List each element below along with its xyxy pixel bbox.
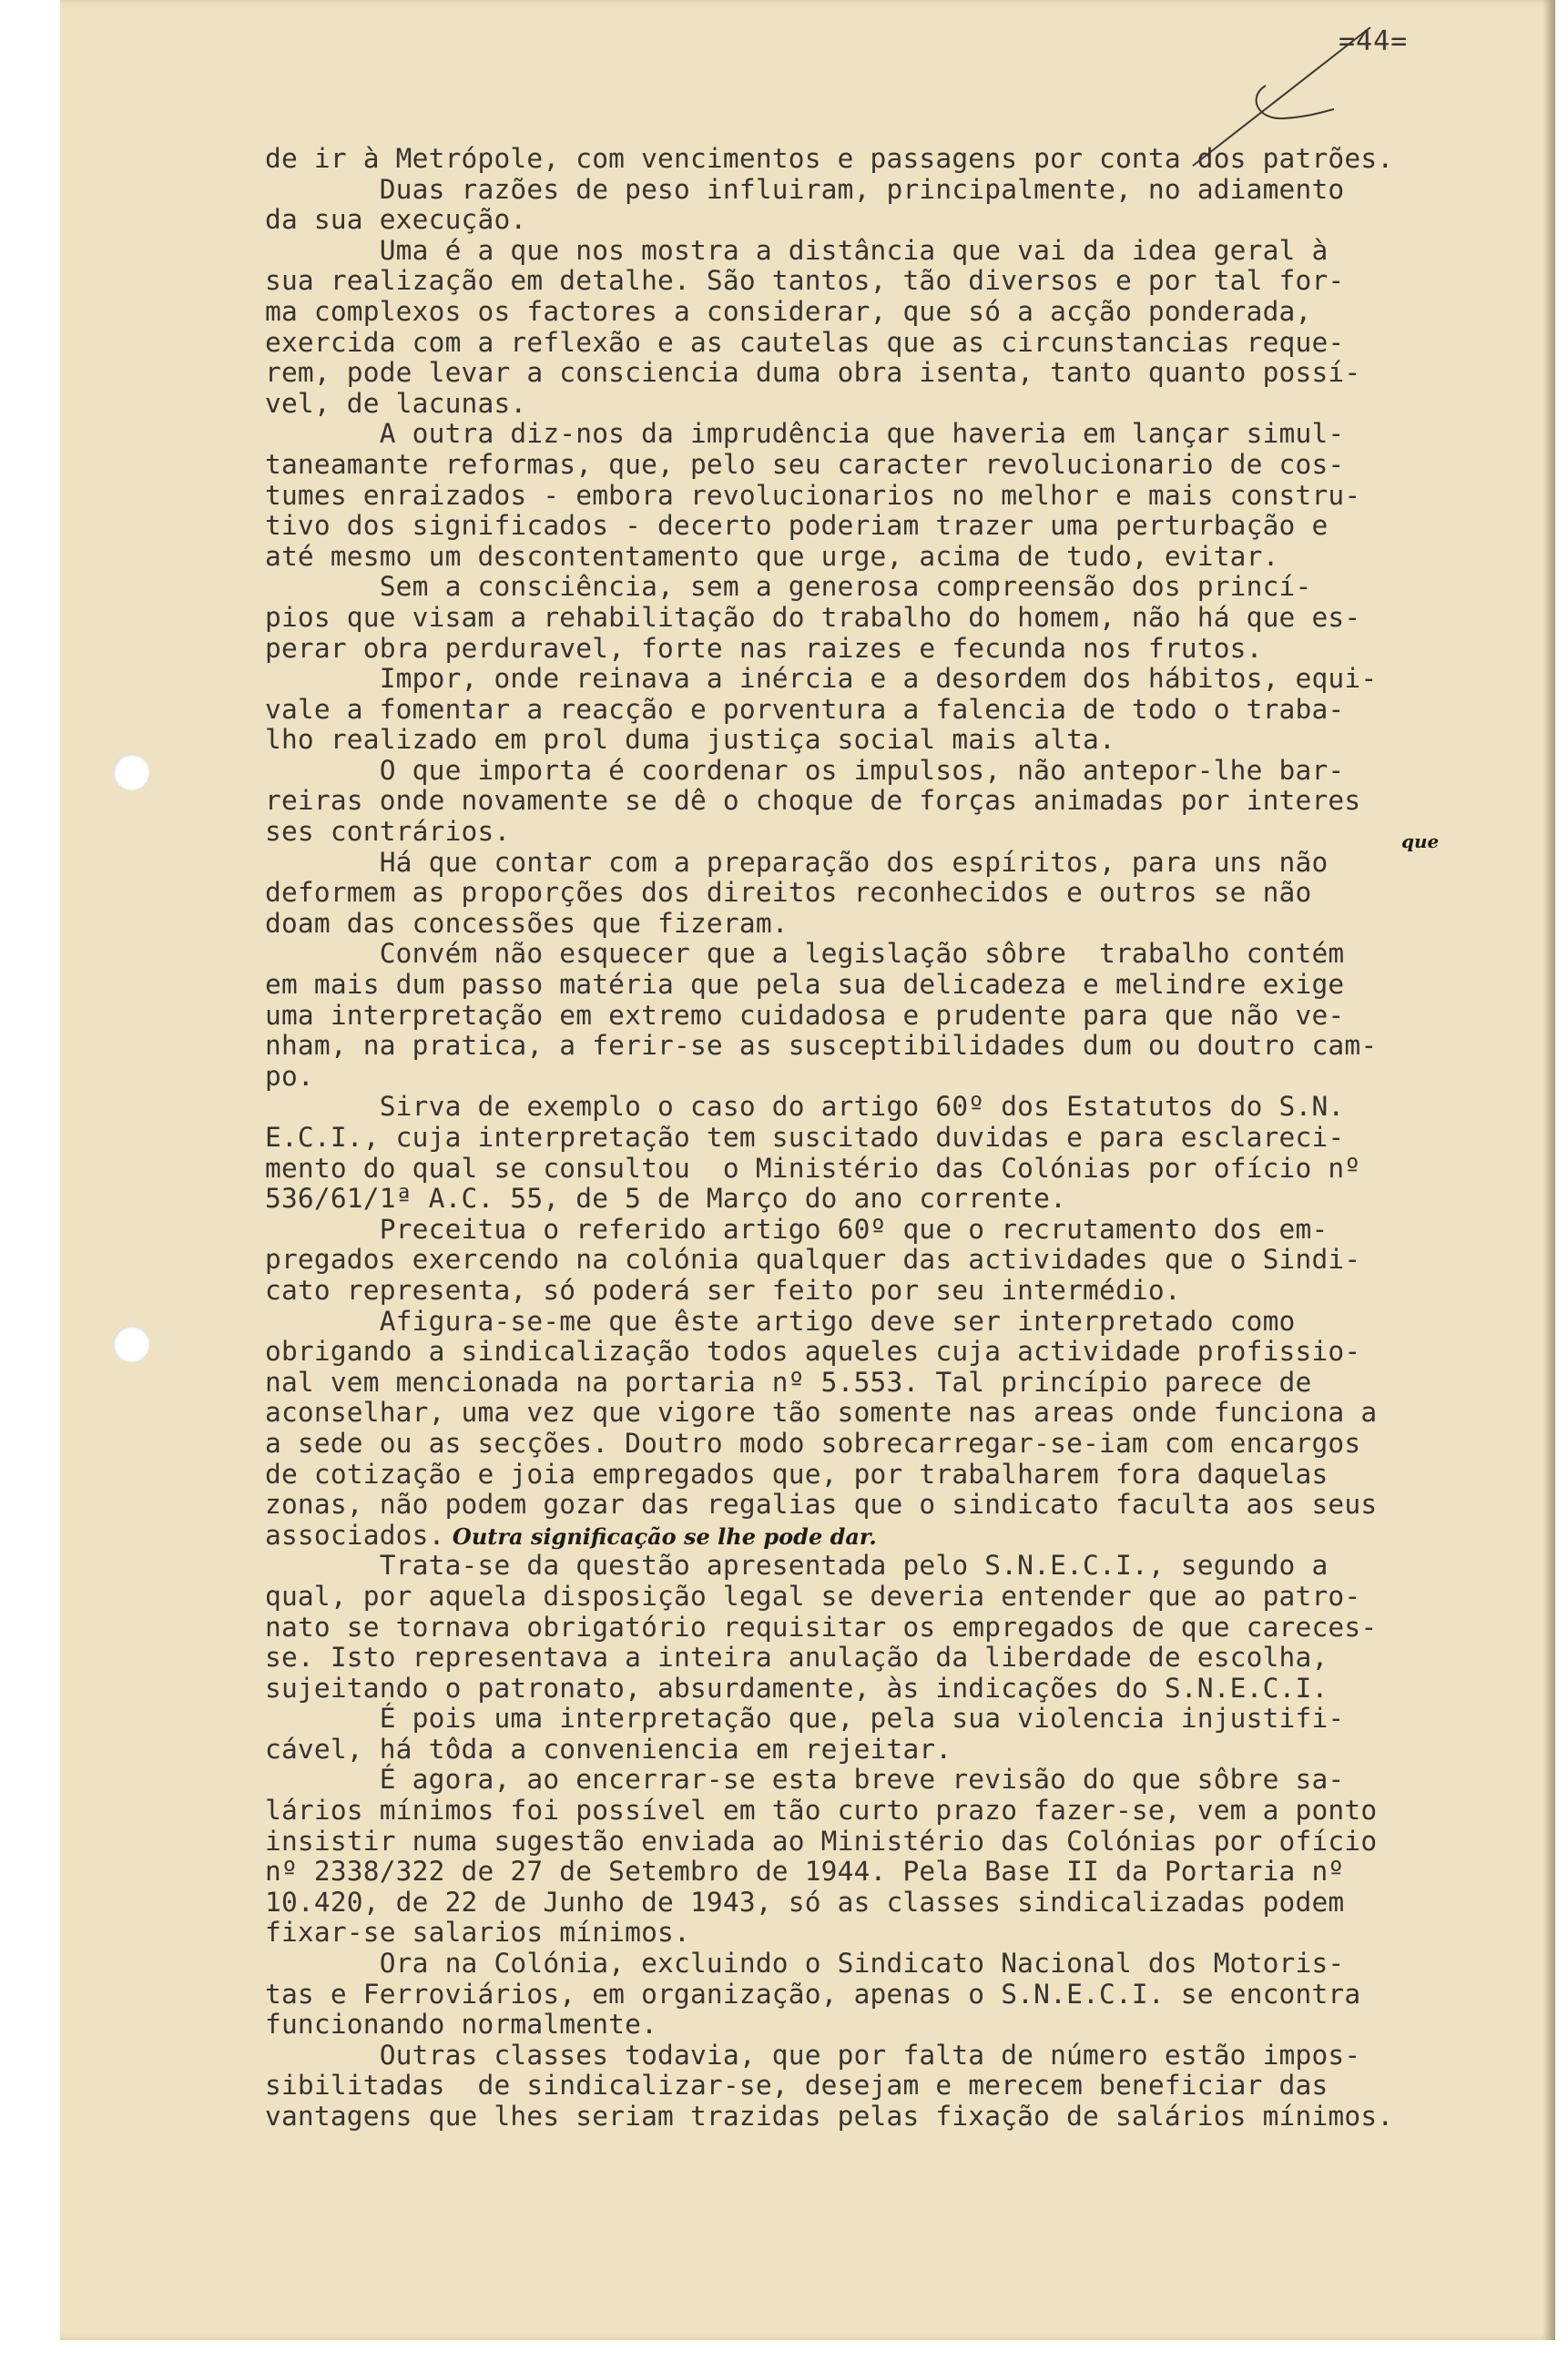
text-line-content: a sede ou as secções. Doutro modo sobrecarregar-se-iam com encargos — [265, 1427, 1361, 1459]
text-line-content: perar obra perduravel, forte nas raizes e fecunda nos frutos. — [265, 632, 1263, 664]
text-line — [265, 1031, 1549, 1062]
text-line-content: Impor, onde reinava a inércia e a desordem dos hábitos, equi- — [265, 663, 1378, 695]
text-line-content: A outra diz-nos da imprudência que haveria em lançar simul- — [265, 418, 1345, 450]
text-line-content: uma interpretação em extremo cuidadosa e prudente para que não ve- — [265, 999, 1345, 1031]
text-line — [265, 1918, 1549, 1949]
text-line-content: Outras classes todavia, que por falta de número estão impos- — [265, 2039, 1361, 2071]
text-line — [265, 756, 1549, 787]
text-line — [265, 725, 1549, 756]
text-line-content: pregados exercendo na colónia qualquer das actividades que o Sindi- — [265, 1244, 1361, 1276]
text-line-content: lho realizado em prol duma justiça social mais alta. — [265, 724, 1115, 756]
text-line-content: É pois uma interpretação que, pela sua violencia injustifi- — [265, 1703, 1345, 1735]
text-line — [265, 144, 1549, 175]
text-line — [265, 2102, 1549, 2133]
text-line — [265, 511, 1549, 542]
text-line — [265, 205, 1549, 236]
text-line — [265, 1643, 1549, 1674]
text-line-content: 536/61/1ª A.C. 55, de 5 de Março do ano corrente. — [265, 1183, 1067, 1215]
text-line-content: deformem as proporções dos direitos reconhecidos e outros se não — [265, 877, 1312, 909]
text-line-content: da sua execução. — [265, 204, 527, 236]
text-line — [265, 1092, 1549, 1123]
text-line-content: lários mínimos foi possível em tão curto prazo fazer-se, vem a ponto — [265, 1795, 1378, 1827]
handwritten-note: Outra significação se lhe pode dar. — [444, 1522, 877, 1550]
text-line-content: Preceitua o referido artigo 60º que o recrutamento dos em- — [265, 1213, 1329, 1245]
text-line-content: taneamante reformas, que, pelo seu caracter revolucionario de cos- — [265, 448, 1345, 480]
text-line — [265, 1429, 1549, 1460]
text-line-content: É agora, ao encerrar-se esta breve revisão do que sôbre sa- — [265, 1764, 1345, 1796]
text-line — [265, 909, 1549, 940]
text-line — [265, 1490, 1549, 1521]
text-line — [265, 603, 1549, 634]
text-line-content: Convém não esquecer que a legislação sôbre trabalho contém — [265, 938, 1345, 970]
text-line — [265, 419, 1549, 450]
text-line — [265, 1765, 1549, 1796]
text-line — [265, 878, 1549, 909]
punch-hole-upper — [113, 754, 149, 790]
text-line-content: insistir numa sugestão enviada ao Ministério das Colónias por ofício — [265, 1825, 1378, 1857]
text-line-content: tivo dos significados - decerto poderiam trazer uma perturbação e — [265, 510, 1329, 542]
text-line — [265, 1735, 1549, 1766]
text-line-content: nham, na pratica, a ferir-se as susceptibilidades dum ou doutro cam- — [265, 1030, 1378, 1062]
text-line-content: vantagens que lhes seriam trazidas pelas fixação de salários mínimos. — [265, 2101, 1394, 2132]
text-line-content: funcionando normalmente. — [265, 2009, 658, 2041]
text-line-content: Ora na Colónia, excluindo o Sindicato Nacional dos Motoris- — [265, 1948, 1345, 1980]
text-line — [265, 481, 1549, 512]
text-line — [265, 1245, 1549, 1276]
text-line — [265, 389, 1549, 420]
text-line-content: 10.420, de 22 de Junho de 1943, só as classes sindicalizadas podem — [265, 1886, 1345, 1918]
text-line — [265, 1460, 1549, 1491]
text-line — [265, 1184, 1549, 1215]
text-line — [265, 1307, 1549, 1338]
text-line-content: Há que contar com a preparação dos espíritos, para uns não — [265, 846, 1329, 878]
text-line — [265, 1796, 1549, 1827]
text-line-content: nal vem mencionada na portaria nº 5.553. Tal princípio parece de — [265, 1366, 1312, 1398]
text-line-content: Sem a consciência, sem a generosa compreensão dos princí- — [265, 571, 1312, 603]
text-line-content: pios que visam a rehabilitação do trabalho do homem, não há que es- — [265, 601, 1361, 633]
text-line — [265, 970, 1549, 1001]
text-line — [265, 1215, 1549, 1246]
text-line-content: sujeitando o patronato, absurdamente, às indicações do S.N.E.C.I. — [265, 1672, 1329, 1704]
text-line — [265, 817, 1549, 848]
punch-hole-lower — [113, 1326, 149, 1362]
text-line-content: cato representa, só poderá ser feito por seu intermédio. — [265, 1274, 1181, 1306]
text-line-content: doam das concessões que fizeram. — [265, 907, 789, 939]
typewritten-body — [265, 144, 1549, 2133]
text-line — [265, 1949, 1549, 1980]
text-line-content: vel, de lacunas. — [265, 387, 527, 419]
text-line — [265, 1674, 1549, 1705]
text-line — [265, 542, 1549, 573]
text-line-content: nato se tornava obrigatório requisitar os empregados de que careces- — [265, 1611, 1378, 1643]
text-line — [265, 1001, 1549, 1032]
text-line-content: até mesmo um descontentamento que urge, acima de tudo, evitar. — [265, 540, 1279, 572]
text-line — [265, 1857, 1549, 1888]
text-line — [265, 266, 1549, 297]
text-line — [265, 1123, 1549, 1154]
text-line — [265, 236, 1549, 267]
text-line-content: Duas razões de peso influiram, principalmente, no adiamento — [265, 173, 1345, 205]
text-line-content: ses contrários. — [265, 816, 511, 848]
text-line — [265, 1154, 1549, 1185]
text-line-content: de cotização e joia empregados que, por trabalharem fora daquelas — [265, 1458, 1329, 1490]
text-line-content: associados. — [265, 1519, 445, 1551]
handwritten-insert: que — [1401, 830, 1440, 852]
text-line-content: qual, por aquela disposição legal se deveria entender que ao patro- — [265, 1580, 1361, 1612]
text-line — [265, 450, 1549, 481]
text-line-content: aconselhar, uma vez que vigore tão somente nas areas onde funciona a — [265, 1397, 1378, 1429]
text-line-content: O que importa é coordenar os impulsos, não antepor-lhe bar- — [265, 754, 1345, 786]
text-line — [265, 358, 1549, 389]
text-line-content: nº 2338/322 de 27 de Setembro de 1944. Pela Base II da Portaria nº — [265, 1856, 1345, 1888]
text-line-content: E.C.I., cuja interpretação tem suscitado duvidas e para esclareci- — [265, 1122, 1345, 1153]
text-line-content: se. Isto representava a inteira anulação da liberdade de escolha, — [265, 1642, 1329, 1674]
text-line — [265, 939, 1549, 970]
text-line — [265, 664, 1549, 695]
text-line-content: mento do qual se consultou o Ministério das Colónias por ofício nº — [265, 1152, 1361, 1184]
text-line — [265, 1276, 1549, 1307]
text-line — [265, 328, 1549, 359]
text-line-content: cável, há tôda a conveniencia em rejeitar. — [265, 1733, 952, 1765]
text-line-content: Sirva de exemplo o caso do artigo 60º dos Estatutos do S.N. — [265, 1091, 1345, 1123]
page-number: =44= — [1339, 25, 1409, 57]
text-line-content: tumes enraizados - embora revolucionarios no melhor e mais constru- — [265, 479, 1361, 511]
text-line — [265, 695, 1549, 726]
text-line-content: sua realização em detalhe. São tantos, tão diversos e por tal for- — [265, 265, 1345, 297]
text-line — [265, 2010, 1549, 2041]
text-line — [265, 1827, 1549, 1858]
text-line-content: Trata-se da questão apresentada pelo S.N.E.C.I., segundo a — [265, 1550, 1329, 1582]
text-line — [265, 1613, 1549, 1644]
text-line — [265, 175, 1549, 206]
text-line — [265, 572, 1549, 603]
text-line — [265, 1582, 1549, 1613]
text-line — [265, 1368, 1549, 1399]
text-line-content: ma complexos os factores a considerar, que só a acção ponderada, — [265, 295, 1312, 327]
text-line — [265, 1521, 1549, 1552]
text-line — [265, 2071, 1549, 2102]
text-line — [265, 1551, 1549, 1582]
text-line-content: sibilitadas de sindicalizar-se, desejam e merecem beneficiar das — [265, 2070, 1329, 2102]
text-line-content: exercida com a reflexão e as cautelas que as circunstancias reque- — [265, 326, 1345, 358]
text-line-content: rem, pode levar a consciencia duma obra isenta, tanto quanto possí- — [265, 357, 1361, 389]
text-line — [265, 634, 1549, 665]
text-line-content: vale a fomentar a reacção e porventura a falencia de todo o traba- — [265, 693, 1345, 725]
text-line — [265, 1980, 1549, 2011]
text-line-content: Afigura-se-me que êste artigo deve ser interpretado como — [265, 1305, 1296, 1337]
text-line-content: obrigando a sindicalização todos aqueles cuja actividade profissio- — [265, 1336, 1361, 1368]
text-line-content: po. — [265, 1060, 314, 1092]
text-line-content: zonas, não podem gozar das regalias que o sindicato faculta aos seus — [265, 1489, 1378, 1521]
text-line — [265, 1337, 1549, 1368]
text-line-content: reiras onde novamente se dê o choque de forças animadas por interes — [265, 785, 1361, 817]
text-line-content: de ir à Metrópole, com vencimentos e passagens por conta dos patrões. — [265, 143, 1394, 174]
text-line-content: Uma é a que nos mostra a distância que vai da idea geral à — [265, 234, 1329, 266]
text-line — [265, 786, 1549, 817]
text-line-content: em mais dum passo matéria que pela sua delicadeza e melindre exige — [265, 969, 1345, 1001]
text-line — [265, 1704, 1549, 1735]
text-line-content: tas e Ferroviários, em organização, apenas o S.N.E.C.I. se encontra — [265, 1978, 1361, 2010]
text-line — [265, 2041, 1549, 2072]
text-line — [265, 297, 1549, 328]
text-line — [265, 1398, 1549, 1429]
text-line — [265, 848, 1549, 879]
text-line — [265, 1062, 1549, 1093]
text-line — [265, 1888, 1549, 1919]
text-line-content: fixar-se salarios mínimos. — [265, 1917, 690, 1949]
